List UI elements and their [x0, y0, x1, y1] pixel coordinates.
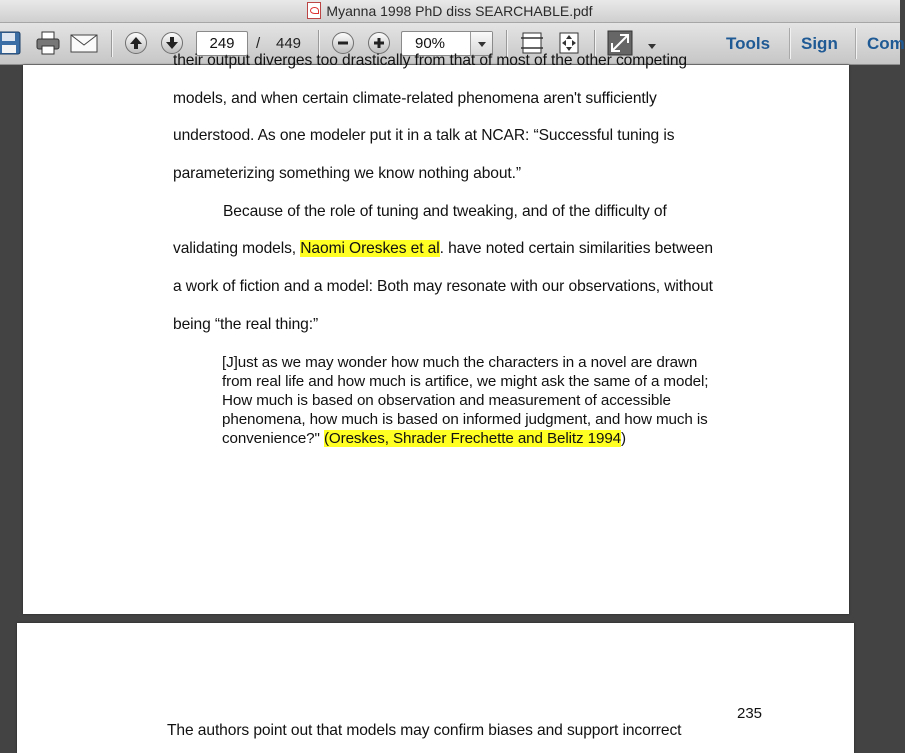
text-line: understood. As one modeler put it in a talk at NCAR: “Successful tuning is	[173, 127, 675, 144]
toolbar-separator	[855, 28, 856, 59]
text-line: parameterizing something we know nothing about.”	[173, 165, 521, 182]
text-segment: )	[621, 430, 626, 447]
tools-button[interactable]: Tools	[726, 34, 771, 53]
comment-button[interactable]: Com	[867, 34, 905, 53]
zoom-value: 90%	[415, 35, 446, 52]
print-icon[interactable]	[35, 30, 61, 56]
block-quote-line: phenomena, how much is based on informed judgment, and how much is	[222, 411, 708, 428]
highlight-annotation[interactable]: Naomi Oreskes et al	[300, 240, 440, 257]
toolbar-separator	[111, 30, 112, 57]
window-title: Myanna 1998 PhD diss SEARCHABLE.pdf	[326, 3, 593, 19]
text-line: The authors point out that models may confirm biases and support incorrect	[167, 722, 682, 739]
block-quote-line: [J]ust as we may wonder how much the characters in a novel are drawn	[222, 354, 698, 371]
text-line: models, and when certain climate-related phenomena aren't sufficiently	[173, 90, 657, 107]
block-quote-line: How much is based on observation and measurement of accessible	[222, 392, 671, 409]
block-quote-line	[222, 430, 626, 447]
next-page-icon[interactable]	[161, 32, 183, 54]
pdf-file-icon	[307, 2, 321, 19]
page-separator: /	[256, 35, 261, 52]
text-line: their output diverges too drastically from that of most of the other competing	[173, 52, 687, 69]
pdf-page	[23, 52, 849, 614]
text-line: being “the real thing:”	[173, 316, 319, 333]
text-segment: . have noted certain similarities between	[439, 240, 713, 257]
block-quote-line: from real life and how much is artifice, we might ask the same of a model;	[222, 373, 709, 390]
page-number-input[interactable]: 249	[196, 31, 248, 56]
page-number: 235	[737, 705, 763, 722]
more-tools-icon[interactable]	[647, 38, 657, 46]
save-icon[interactable]	[0, 30, 22, 56]
sign-button[interactable]: Sign	[801, 34, 838, 53]
highlight-annotation[interactable]: (Oreskes, Shrader Frechette and Belitz 1994	[323, 430, 622, 447]
text-line	[173, 240, 713, 258]
window-title-bar	[0, 0, 900, 23]
email-icon[interactable]	[70, 30, 96, 56]
zoom-out-icon[interactable]	[332, 32, 354, 54]
toolbar-separator	[789, 28, 790, 59]
zoom-in-icon[interactable]	[368, 32, 390, 54]
text-line: a work of fiction and a model: Both may resonate with our observations, without	[173, 278, 713, 295]
page-total: 449	[276, 35, 302, 52]
previous-page-icon[interactable]	[125, 32, 147, 54]
text-line: Because of the role of tuning and tweaking, and of the difficulty of	[223, 203, 667, 220]
pdf-page	[17, 623, 854, 753]
text-segment: validating models,	[173, 240, 301, 257]
text-segment: convenience?"	[222, 430, 324, 447]
